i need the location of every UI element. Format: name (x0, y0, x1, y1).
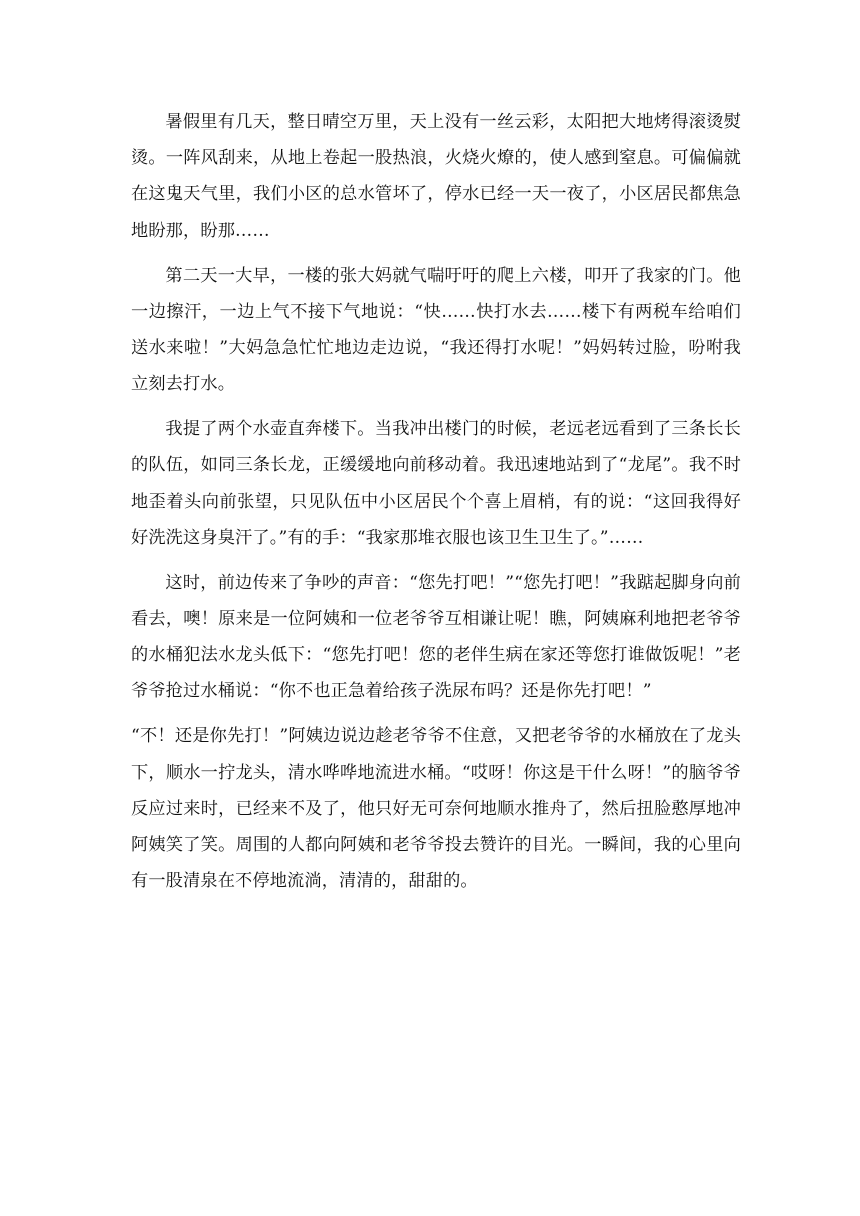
paragraph-5: “不！还是你先打！”阿姨边说边趁老爷爷不住意，又把老爷爷的水桶放在了龙头下，顺水一拧龙头，清水哗哗地流进水桶。“哎呀！你这是干什么呀！”的脑爷爷反应过来时，已经来不及了，他只好无可奈何地顺水推舟了，然后扭脸憨厚地冲阿姨笑了笑。周围的人都向阿姨和老爷爷投去赞许的目光。一瞬间，我的心里向有一股清泉在不停地流淌，清清的，甜甜的。 (131, 726, 741, 892)
paragraph-2: 第二天一大早，一楼的张大妈就气喘吁吁的爬上六楼，叩开了我家的门。他一边擦汗，一边上气不接下气地说：“快……快打水去……楼下有两税车给咱们送水来啦！”大妈急急忙忙地边走边说，“我还得打水呢！”妈妈转过脸，吩咐我立刻去打水。 (131, 265, 741, 395)
article-body (131, 104, 741, 908)
paragraph-3: 我提了两个水壶直奔楼下。当我冲出楼门的时候，老远老远看到了三条长长的队伍，如同三条长龙，正缓缓地向前移动着。我迅速地站到了“龙尾”。我不时地歪着头向前张望，只见队伍中小区居民个个喜上眉梢，有的说：“这回我得好好洗洗这身臭汗了。”有的手：“我家那堆衣服也该卫生卫生了。”…… (131, 419, 741, 548)
paragraph-4: 这时，前边传来了争吵的声音：“您先打吧！”“您先打吧！”我踮起脚身向前看去，噢！原来是一位阿姨和一位老爷爷互相谦让呢！瞧，阿姨麻利地把老爷爷的水桶犯法水龙头低下：“您先打吧！您的老伴生病在家还等您打谁做饭呢！”老爷爷抢过水桶说：“你不也正急着给孩子洗尿布吗？还是你先打吧！” (131, 572, 741, 702)
paragraph-1: 暑假里有几天，整日晴空万里，天上没有一丝云彩，太阳把大地烤得滚烫熨烫。一阵风刮来，从地上卷起一股热浪，火烧火燎的，使人感到窒息。可偏偏就在这鬼天气里，我们小区的总水管坏了，停水已经一天一夜了，小区居民都焦急地盼那，盼那…… (131, 112, 741, 241)
